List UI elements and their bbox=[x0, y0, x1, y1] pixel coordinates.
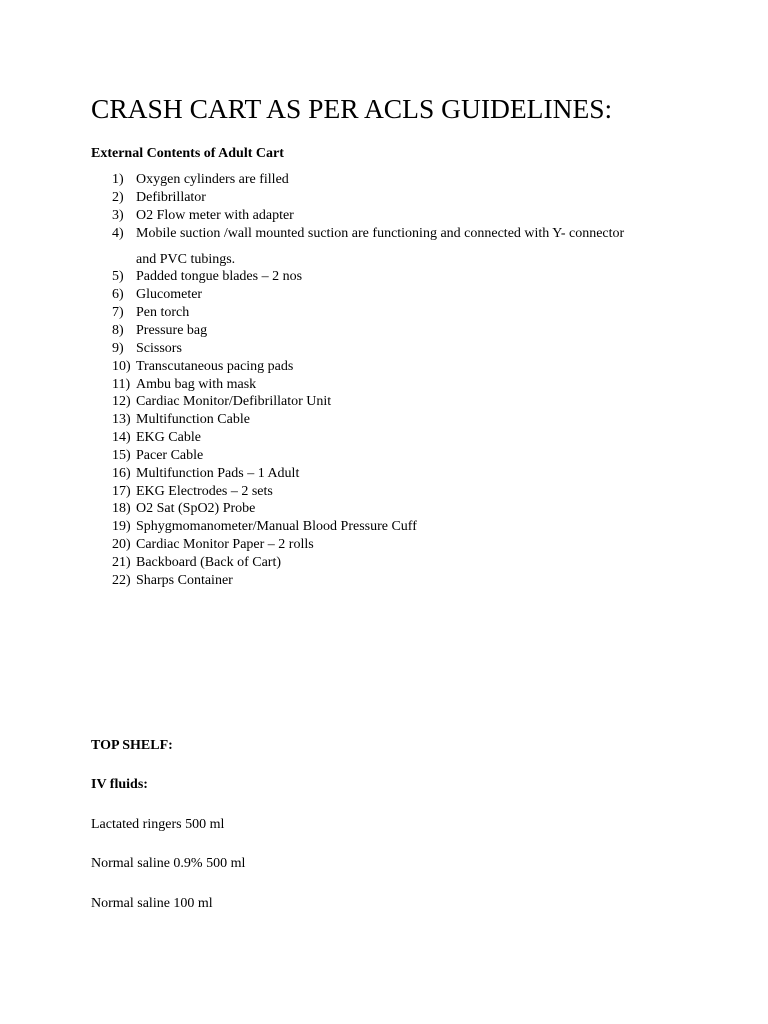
list-item-text: EKG Electrodes – 2 sets bbox=[136, 484, 273, 499]
list-item bbox=[112, 500, 255, 518]
external-contents-heading: External Contents of Adult Cart bbox=[91, 146, 284, 161]
list-item bbox=[112, 340, 182, 358]
list-item-number: 14) bbox=[112, 430, 131, 445]
list-item-number: 3) bbox=[112, 208, 124, 223]
list-item-number: 5) bbox=[112, 269, 124, 284]
list-item-text: Glucometer bbox=[136, 287, 203, 302]
list-item-text: Defibrillator bbox=[136, 190, 206, 205]
list-item-text: Sharps Container bbox=[136, 573, 233, 588]
list-item-number: 13) bbox=[112, 412, 131, 427]
list-item-number: 20) bbox=[112, 537, 131, 552]
list-item-text: Pen torch bbox=[136, 305, 190, 320]
list-item-number: 12) bbox=[112, 394, 131, 409]
list-item-text: EKG Cable bbox=[136, 430, 201, 445]
list-item-number: 18) bbox=[112, 501, 131, 516]
list-item bbox=[112, 225, 624, 243]
list-item bbox=[112, 189, 206, 207]
list-item bbox=[112, 411, 250, 429]
list-item-number: 15) bbox=[112, 448, 131, 463]
list-item-number: 1) bbox=[112, 172, 124, 187]
list-item-number: 2) bbox=[112, 190, 124, 205]
list-item-text: Scissors bbox=[136, 341, 182, 356]
list-item-text: Multifunction Pads – 1 Adult bbox=[136, 466, 300, 481]
list-item-number: 7) bbox=[112, 305, 124, 320]
list-item bbox=[112, 429, 201, 447]
list-item bbox=[112, 171, 289, 189]
list-item-text: Pacer Cable bbox=[136, 448, 204, 463]
iv-fluid-item: Lactated ringers 500 ml bbox=[91, 817, 225, 832]
list-item-number: 21) bbox=[112, 555, 131, 570]
list-item-text: Oxygen cylinders are filled bbox=[136, 172, 289, 187]
list-item-text: Pressure bag bbox=[136, 323, 208, 338]
list-item-number: 17) bbox=[112, 484, 131, 499]
list-item-text: Transcutaneous pacing pads bbox=[136, 359, 294, 374]
list-item-text: Multifunction Cable bbox=[136, 412, 250, 427]
page-title: CRASH CART AS PER ACLS GUIDELINES: bbox=[91, 93, 613, 124]
list-item bbox=[112, 286, 202, 304]
list-item-text: O2 Flow meter with adapter bbox=[136, 208, 294, 223]
list-item bbox=[112, 358, 293, 376]
iv-fluids-heading: IV fluids: bbox=[91, 777, 148, 792]
list-item-number: 10) bbox=[112, 359, 131, 374]
iv-fluid-item: Normal saline 100 ml bbox=[91, 896, 213, 911]
list-item-number: 9) bbox=[112, 341, 124, 356]
list-item bbox=[112, 465, 299, 483]
list-item bbox=[112, 393, 331, 411]
list-item bbox=[112, 572, 233, 590]
list-item-number: 16) bbox=[112, 466, 131, 481]
list-item-text: Backboard (Back of Cart) bbox=[136, 555, 281, 570]
list-item-text: Sphygmomanometer/Manual Blood Pressure Cuff bbox=[136, 519, 417, 534]
top-shelf-heading: TOP SHELF: bbox=[91, 738, 173, 753]
list-item-text: Padded tongue blades – 2 nos bbox=[136, 269, 303, 284]
list-item-number: 8) bbox=[112, 323, 124, 338]
list-item-number: 11) bbox=[112, 377, 131, 392]
list-item bbox=[112, 304, 189, 322]
list-item bbox=[112, 207, 294, 225]
list-item bbox=[112, 376, 256, 394]
list-item bbox=[112, 268, 302, 286]
list-item bbox=[112, 322, 207, 340]
list-item-text: O2 Sat (SpO2) Probe bbox=[136, 501, 256, 516]
iv-fluid-item: Normal saline 0.9% 500 ml bbox=[91, 856, 246, 871]
list-item-number: 6) bbox=[112, 287, 124, 302]
list-item-text: Mobile suction /wall mounted suction are functioning and connected with Y- connector bbox=[136, 226, 625, 241]
list-item bbox=[112, 554, 281, 572]
list-item-continuation: and PVC tubings. bbox=[136, 252, 236, 267]
list-item-text: Cardiac Monitor/Defibrillator Unit bbox=[136, 394, 332, 409]
list-item bbox=[112, 518, 417, 536]
list-item bbox=[112, 447, 203, 465]
list-item-number: 19) bbox=[112, 519, 131, 534]
list-item-text: Ambu bag with mask bbox=[136, 377, 257, 392]
list-item-number: 4) bbox=[112, 226, 124, 241]
list-item-text: Cardiac Monitor Paper – 2 rolls bbox=[136, 537, 314, 552]
list-item bbox=[112, 536, 314, 554]
list-item bbox=[112, 483, 273, 501]
list-item-number: 22) bbox=[112, 573, 131, 588]
